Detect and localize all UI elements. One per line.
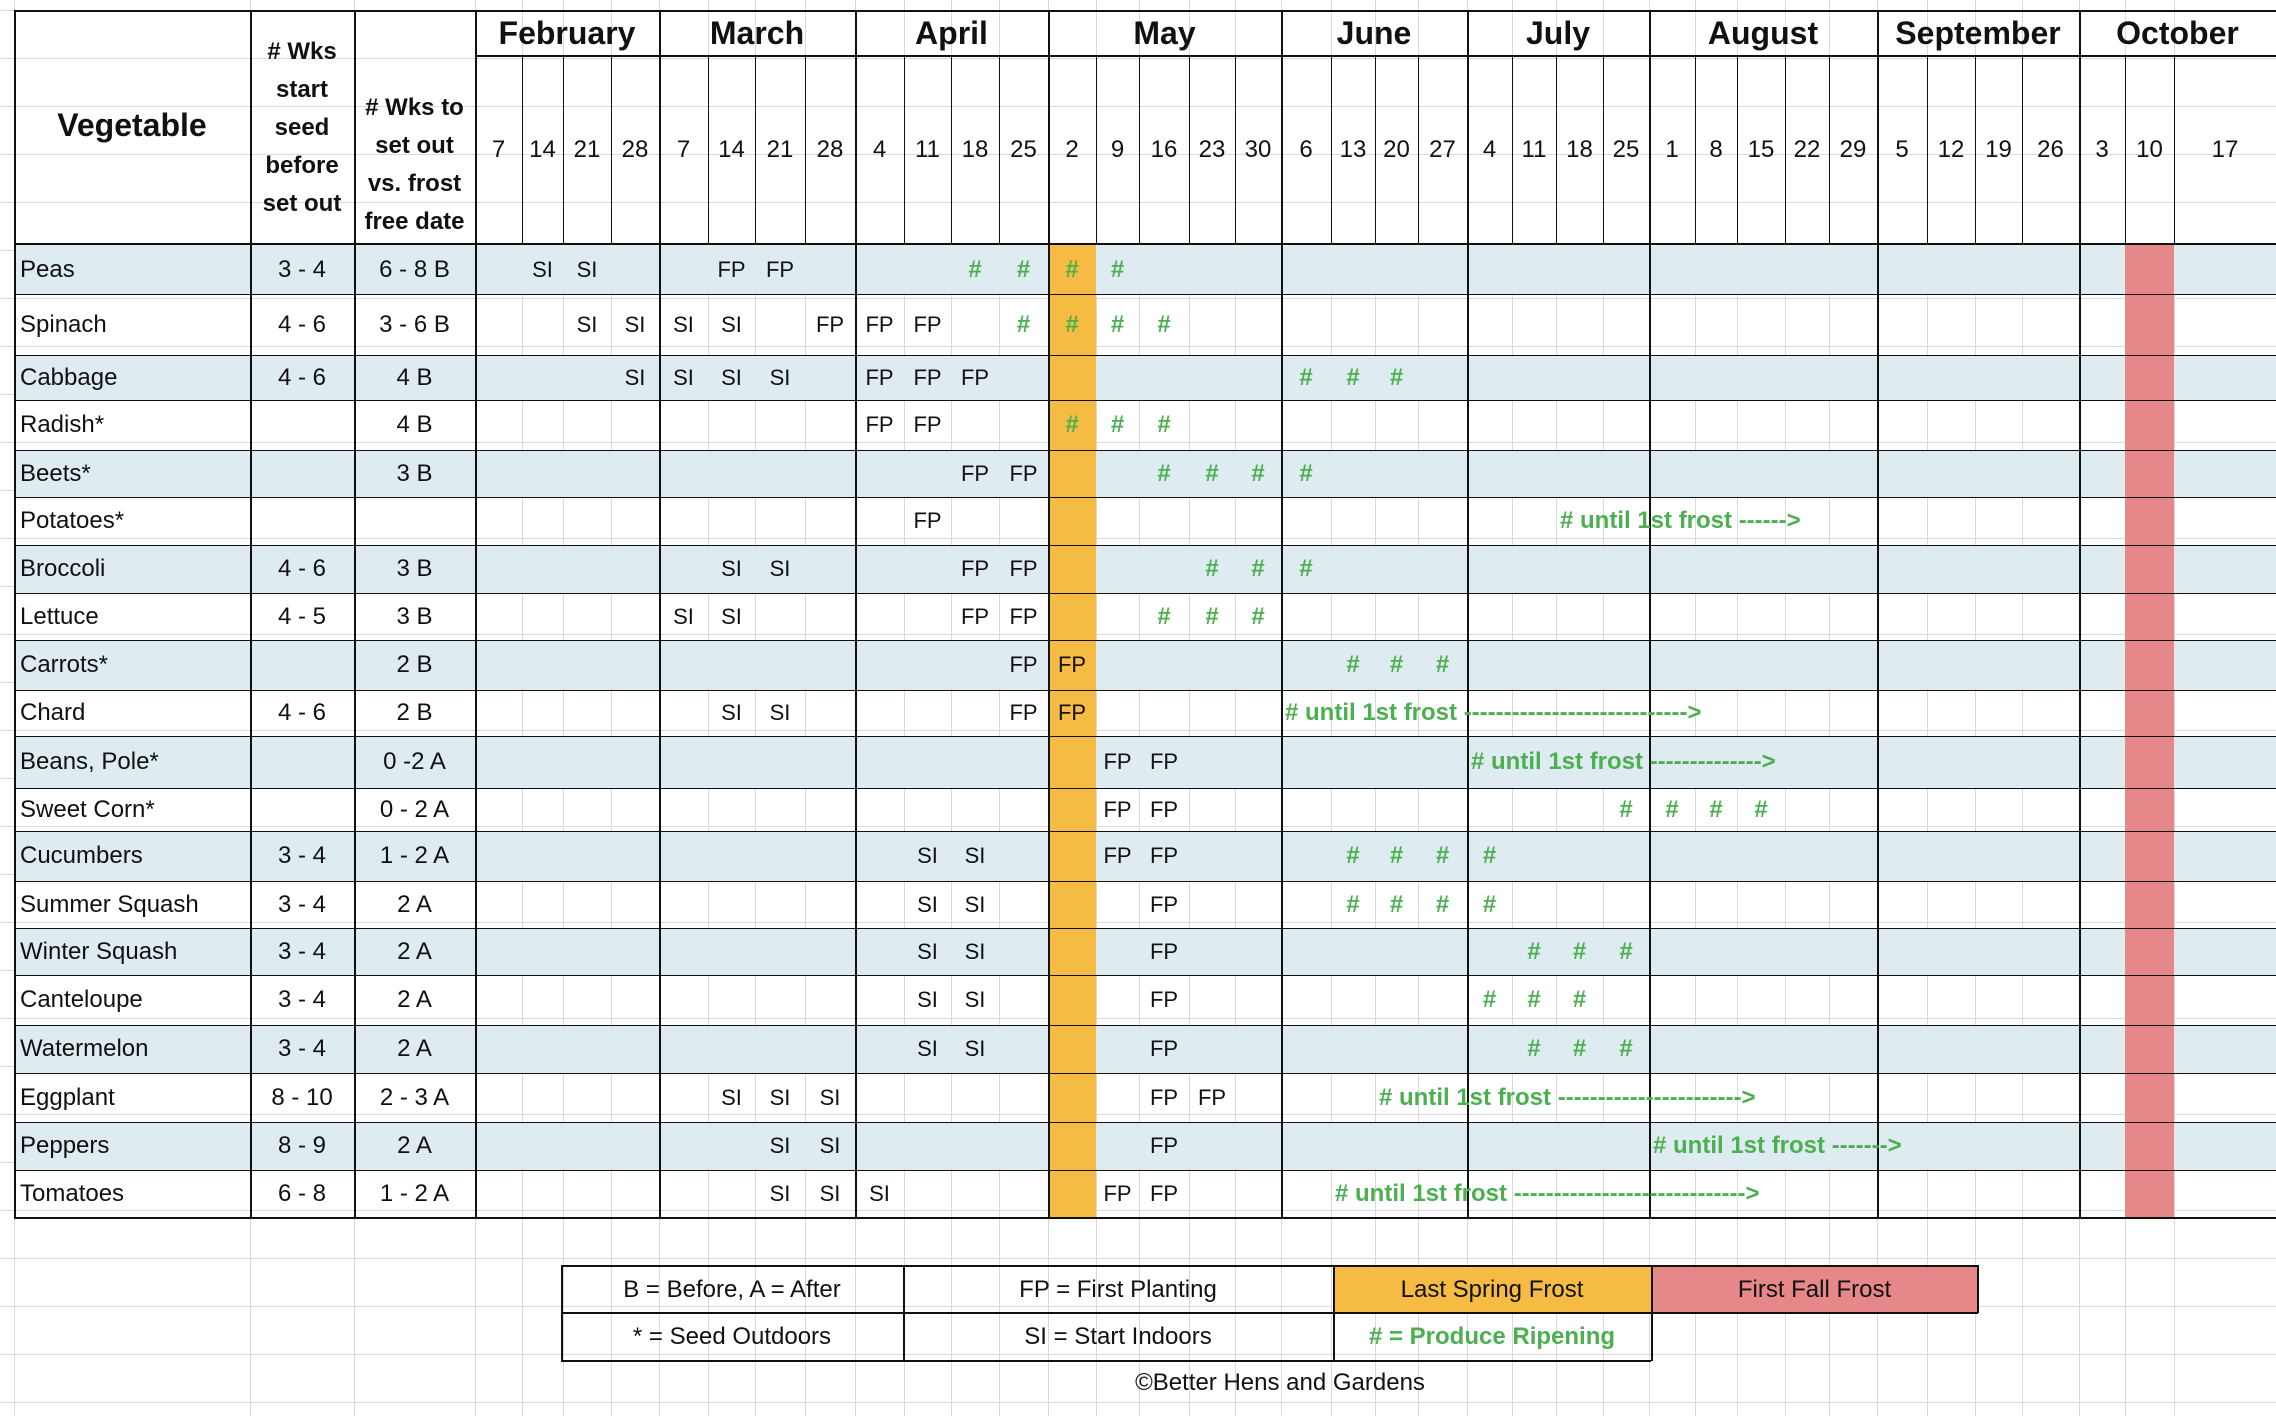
start-indoors-mark: SI (673, 364, 694, 390)
ripening-mark: # (1389, 651, 1404, 678)
month-august: August (1707, 15, 1819, 51)
first-planting-mark: FP (1103, 843, 1132, 868)
first-planting-mark: FP (1009, 603, 1038, 629)
legend-produce-ripening: # = Produce Ripening (1368, 1323, 1616, 1350)
start-indoors-mark: SI (769, 1180, 791, 1206)
week-label: 12 (1937, 135, 1965, 163)
week-label: 29 (1839, 135, 1867, 163)
weeks-start-seed-value: 3 - 4 (277, 986, 327, 1013)
weeks-set-out-value: 2 A (397, 986, 432, 1013)
first-planting-mark: FP (960, 460, 990, 486)
table-row (0, 975, 2276, 1025)
week-label: 28 (816, 135, 844, 163)
start-indoors-mark: SI (532, 256, 553, 282)
header-line: set out (262, 190, 342, 217)
week-label: 10 (2136, 135, 2163, 163)
ripening-until-frost: # until 1st frost -------> (1653, 1132, 1902, 1159)
month-may: May (1133, 15, 1196, 51)
start-indoors-mark: SI (964, 1036, 986, 1061)
first-planting-mark: FP (1057, 700, 1087, 725)
ripening-mark: # (1527, 986, 1541, 1013)
first-planting-mark: FP (1149, 1036, 1179, 1061)
header-line: seed (274, 114, 330, 141)
legend-vline (903, 1265, 905, 1361)
grid-hline (0, 1402, 2276, 1403)
start-indoors-mark: SI (721, 1084, 742, 1110)
legend-before-after: B = Before, A = After (623, 1275, 841, 1303)
ripening-mark: # (1251, 602, 1265, 630)
ripening-mark: # (1346, 363, 1360, 391)
ripening-mark: # (1346, 842, 1360, 869)
start-indoors-mark: SI (819, 1180, 841, 1206)
ripening-mark: # (1389, 890, 1404, 918)
weeks-set-out-value: 1 - 2 A (379, 1179, 450, 1207)
first-planting-mark: FP (913, 311, 942, 337)
week-label: 25 (1612, 135, 1640, 163)
table-row (0, 593, 2276, 640)
weeks-start-seed-value (250, 640, 354, 690)
first-planting-mark: FP (1057, 652, 1087, 677)
first-planting-mark: FP (1149, 1084, 1179, 1110)
week-label: 7 (676, 135, 691, 163)
first-planting-mark: FP (1149, 1133, 1179, 1158)
ripening-until-frost: # until 1st frost -----------------------> (1379, 1083, 1756, 1111)
start-indoors-mark: SI (624, 364, 646, 390)
weeks-start-seed-value: 4 - 5 (277, 602, 327, 630)
week-label: 8 (1709, 135, 1723, 163)
ripening-mark: # (1482, 842, 1497, 869)
first-planting-mark: FP (960, 556, 990, 581)
vegetable-name: Peppers (20, 1132, 110, 1159)
week-label: 11 (915, 135, 940, 163)
vegetable-header: Vegetable (57, 107, 207, 143)
start-indoors-mark: SI (721, 603, 742, 629)
month-april: April (915, 15, 988, 51)
weeks-set-out-value: 3 - 6 B (379, 310, 450, 338)
ripening-mark: # (1754, 795, 1768, 823)
header-line: # Wks to (365, 94, 464, 121)
first-planting-mark: FP (1009, 460, 1038, 486)
ripening-mark: # (1110, 255, 1125, 283)
week-label: 11 (1521, 135, 1547, 163)
ripening-mark: # (1346, 890, 1360, 918)
ripening-mark: # (1299, 459, 1313, 487)
first-planting-mark: FP (1009, 652, 1038, 677)
vegetable-name: Chard (20, 699, 86, 726)
start-indoors-mark: SI (721, 700, 742, 725)
month-march: March (709, 15, 805, 51)
ripening-mark: # (1389, 842, 1404, 869)
ripening-mark: # (1572, 1035, 1587, 1062)
ripening-mark: # (1065, 310, 1079, 338)
weeks-set-out-value: 2 - 3 A (379, 1083, 450, 1111)
first-planting-mark: FP (865, 364, 894, 390)
ripening-mark: # (1619, 937, 1633, 965)
first-planting-mark: FP (865, 311, 894, 337)
first-planting-mark: FP (913, 412, 942, 437)
start-indoors-mark: SI (869, 1180, 890, 1206)
vegetable-name: Tomatoes (20, 1179, 125, 1207)
ripening-mark: # (1016, 255, 1031, 283)
weeks-start-seed-value: 3 - 4 (277, 842, 327, 869)
start-indoors-mark: SI (964, 987, 986, 1012)
weeks-set-out-value: 6 - 8 B (379, 255, 450, 283)
first-planting-mark: FP (865, 412, 894, 437)
weeks-start-seed-value (250, 736, 354, 788)
first-planting-mark: FP (1149, 749, 1179, 774)
weeks-start-seed-value: 3 - 4 (277, 890, 327, 918)
week-label: 7 (491, 135, 506, 163)
legend-vline (1651, 1265, 1653, 1361)
legend-vline (561, 1265, 563, 1361)
legend-hline (561, 1265, 1978, 1267)
table-row (0, 928, 2276, 975)
table-row (0, 497, 2276, 545)
start-indoors-mark: SI (964, 843, 986, 868)
first-planting-mark: FP (765, 256, 795, 282)
table-row (0, 355, 2276, 400)
ripening-mark: # (1299, 555, 1313, 582)
start-indoors-mark: SI (964, 891, 986, 917)
week-label: 5 (1895, 135, 1909, 163)
week-label: 30 (1244, 135, 1272, 163)
week-label: 6 (1299, 135, 1313, 163)
header-line: vs. frost (367, 170, 462, 197)
week-label: 14 (529, 135, 556, 163)
ripening-mark: # (1435, 651, 1450, 678)
legend-seed-outdoors: * = Seed Outdoors (632, 1323, 832, 1350)
start-indoors-mark: SI (576, 311, 598, 337)
month-september: September (1895, 15, 2061, 51)
week-label: 1 (1665, 135, 1679, 163)
header-line: free date (364, 208, 465, 235)
week-label: 9 (1110, 135, 1125, 163)
weeks-set-out-value: 3 B (396, 555, 433, 582)
vegetable-name: Radish* (20, 411, 105, 438)
vegetable-name: Beets* (20, 459, 91, 487)
start-indoors-mark: SI (917, 938, 938, 964)
ripening-mark: # (1251, 459, 1265, 487)
week-label: 20 (1383, 135, 1410, 163)
ripening-mark: # (1157, 310, 1171, 338)
table-row (0, 690, 2276, 736)
header-line: # Wks (267, 38, 337, 65)
ripening-mark: # (1527, 937, 1541, 965)
start-indoors-mark: SI (917, 987, 938, 1012)
week-label: 21 (573, 135, 601, 163)
start-indoors-mark: SI (673, 311, 694, 337)
weeks-start-seed-value: 6 - 8 (277, 1179, 327, 1207)
vegetable-name: Summer Squash (20, 890, 199, 918)
weeks-set-out-value: 2 B (396, 699, 433, 726)
ripening-mark: # (1251, 555, 1265, 582)
ripening-mark: # (1619, 795, 1633, 823)
start-indoors-mark: SI (917, 843, 938, 868)
ripening-mark: # (1065, 411, 1079, 438)
table-row (0, 881, 2276, 928)
vegetable-name: Canteloupe (20, 986, 143, 1013)
start-indoors-mark: SI (964, 938, 986, 964)
week-label: 16 (1150, 135, 1178, 163)
vegetable-name: Cucumbers (20, 842, 143, 869)
ripening-until-frost: # until 1st frost ------> (1560, 507, 1801, 534)
table-row (0, 788, 2276, 831)
first-planting-mark: FP (960, 603, 990, 629)
ripening-mark: # (1299, 363, 1313, 391)
ripening-mark: # (1482, 890, 1497, 918)
week-label: 25 (1010, 135, 1037, 163)
ripening-until-frost: # until 1st frost -----------------------------> (1335, 1179, 1760, 1207)
grid-hline (0, 1258, 2276, 1259)
first-planting-mark: FP (1009, 700, 1038, 725)
vegetable-name: Broccoli (20, 555, 106, 582)
ripening-mark: # (1346, 651, 1360, 678)
vegetable-name: Sweet Corn* (20, 795, 155, 823)
table-row (0, 1025, 2276, 1073)
weeks-start-seed-value (250, 400, 354, 450)
vegetable-name: Potatoes* (20, 507, 125, 534)
first-planting-mark: FP (1149, 796, 1179, 822)
table-row (0, 450, 2276, 497)
first-planting-mark: FP (913, 364, 942, 390)
first-planting-mark: FP (1149, 891, 1179, 917)
table-row (0, 831, 2276, 881)
copyright: ©Better Hens and Gardens (1135, 1369, 1425, 1396)
start-indoors-mark: SI (624, 311, 646, 337)
week-label: 22 (1793, 135, 1821, 163)
legend-hline (561, 1360, 1651, 1362)
table-row (0, 245, 2276, 294)
start-indoors-mark: SI (673, 603, 694, 629)
legend-start-indoors: SI = Start Indoors (1024, 1323, 1212, 1350)
weeks-start-seed-value: 3 - 4 (277, 937, 327, 965)
week-label: 18 (961, 135, 989, 163)
table-row (0, 736, 2276, 788)
start-indoors-mark: SI (576, 256, 598, 282)
weeks-start-seed-value: 3 - 4 (277, 255, 327, 283)
ripening-mark: # (1389, 363, 1404, 391)
week-label: 14 (718, 135, 745, 163)
table-row (0, 1170, 2276, 1217)
first-planting-mark: FP (913, 508, 942, 533)
ripening-mark: # (1435, 842, 1450, 869)
table-row (0, 294, 2276, 355)
first-planting-mark: FP (815, 311, 845, 337)
weeks-set-out-value: 2 A (397, 890, 432, 918)
week-label: 18 (1566, 135, 1593, 163)
week-label: 15 (1747, 135, 1775, 163)
week-label: 26 (2037, 135, 2064, 163)
weeks-set-out-value (354, 497, 475, 545)
first-planting-mark: FP (1197, 1084, 1227, 1110)
weeks-set-out-value: 3 B (396, 459, 433, 487)
table-row (0, 400, 2276, 450)
vegetable-name: Eggplant (20, 1083, 115, 1111)
week-label: 3 (2095, 135, 2109, 163)
legend-vline (1333, 1265, 1335, 1361)
table-row (0, 1073, 2276, 1122)
vegetable-name: Carrots* (20, 651, 109, 678)
week-label: 19 (1985, 135, 2012, 163)
weeks-set-out-value: 4 B (396, 363, 433, 391)
header-line: start (275, 76, 329, 103)
ripening-mark: # (1665, 795, 1679, 823)
weeks-start-seed-value (250, 450, 354, 497)
week-label: 21 (766, 135, 794, 163)
week-label: 28 (621, 135, 649, 163)
start-indoors-mark: SI (819, 1084, 841, 1110)
start-indoors-mark: SI (721, 556, 742, 581)
vegetable-name: Watermelon (20, 1035, 149, 1062)
first-planting-mark: FP (1103, 749, 1132, 774)
weeks-start-seed-value: 3 - 4 (277, 1035, 327, 1062)
week-label: 17 (2211, 135, 2239, 163)
ripening-mark: # (1110, 310, 1125, 338)
border-hline (14, 1217, 2276, 1219)
month-june: June (1336, 15, 1412, 51)
weeks-start-seed-value (250, 788, 354, 831)
first-planting-mark: FP (717, 256, 746, 282)
first-planting-mark: FP (1103, 1180, 1132, 1206)
start-indoors-mark: SI (721, 311, 742, 337)
start-indoors-mark: SI (721, 364, 742, 390)
ripening-until-frost: # until 1st frost --------------> (1471, 748, 1776, 775)
legend-first-fall-frost: First Fall Frost (1651, 1266, 1978, 1313)
ripening-mark: # (1157, 602, 1171, 630)
first-planting-mark: FP (1103, 796, 1132, 822)
ripening-mark: # (1572, 937, 1587, 965)
weeks-start-seed-value: 8 - 9 (277, 1132, 327, 1159)
legend-hline (561, 1312, 1978, 1314)
month-february: February (498, 15, 636, 51)
start-indoors-mark: SI (769, 1084, 791, 1110)
ripening-mark: # (1110, 411, 1125, 438)
first-planting-mark: FP (1149, 938, 1179, 964)
vegetable-name: Beans, Pole* (20, 748, 159, 775)
ripening-mark: # (1157, 459, 1171, 487)
legend-last-spring-frost: Last Spring Frost (1333, 1266, 1651, 1313)
weeks-start-seed-value: 4 - 6 (277, 363, 327, 391)
start-indoors-mark: SI (917, 891, 938, 917)
week-label: 13 (1339, 135, 1367, 163)
ripening-mark: # (1016, 310, 1031, 338)
vegetable-name: Winter Squash (20, 937, 178, 965)
table-row (0, 640, 2276, 690)
header-line: set out (375, 132, 454, 159)
ripening-mark: # (1065, 255, 1079, 283)
weeks-set-out-value: 2 A (397, 937, 432, 965)
weeks-start-seed-value: 4 - 6 (277, 310, 327, 338)
legend-first-planting: FP = First Planting (1019, 1275, 1217, 1303)
start-indoors-mark: SI (917, 1036, 938, 1061)
vegetable-name: Cabbage (20, 363, 118, 391)
weeks-set-out-value: 3 B (396, 602, 433, 630)
weeks-set-out-value: 4 B (396, 411, 433, 438)
ripening-mark: # (1482, 986, 1497, 1013)
vegetable-name: Peas (20, 255, 75, 283)
first-planting-mark: FP (1149, 843, 1179, 868)
week-label: 2 (1065, 135, 1079, 163)
week-label: 4 (1482, 135, 1497, 163)
ripening-until-frost: # until 1st frost ----------------------------> (1285, 699, 1702, 726)
week-label: 4 (872, 135, 887, 163)
vegetable-name: Spinach (20, 310, 107, 338)
vegetable-name: Lettuce (20, 602, 99, 630)
header-line: before (265, 152, 339, 179)
weeks-set-out-value: 2 A (397, 1132, 432, 1159)
ripening-mark: # (1157, 411, 1171, 438)
table-row (0, 545, 2276, 593)
first-planting-mark: FP (1009, 556, 1038, 581)
legend-vline (1977, 1265, 1979, 1313)
table-row (0, 1122, 2276, 1170)
ripening-mark: # (1435, 890, 1450, 918)
ripening-mark: # (1205, 555, 1219, 582)
start-indoors-mark: SI (769, 1133, 791, 1158)
ripening-mark: # (1619, 1035, 1633, 1062)
first-planting-mark: FP (960, 364, 990, 390)
start-indoors-mark: SI (769, 364, 791, 390)
weeks-start-seed-value (250, 497, 354, 545)
weeks-set-out-value: 2 B (396, 651, 433, 678)
first-planting-mark: FP (1149, 987, 1179, 1012)
month-october: October (2116, 15, 2239, 51)
ripening-mark: # (1572, 986, 1587, 1013)
ripening-mark: # (1527, 1035, 1541, 1062)
month-july: July (1525, 15, 1591, 51)
week-label: 27 (1429, 135, 1456, 163)
start-indoors-mark: SI (769, 556, 791, 581)
start-indoors-mark: SI (819, 1133, 841, 1158)
weeks-set-out-value: 0 - 2 A (379, 795, 450, 823)
week-label: 23 (1198, 135, 1226, 163)
ripening-mark: # (1205, 602, 1219, 630)
weeks-start-seed-value: 8 - 10 (271, 1083, 333, 1111)
weeks-start-seed-value: 4 - 6 (277, 555, 327, 582)
start-indoors-mark: SI (769, 700, 791, 725)
ripening-mark: # (1205, 459, 1219, 487)
ripening-mark: # (968, 255, 982, 283)
weeks-set-out-value: 2 A (397, 1035, 432, 1062)
weeks-set-out-value: 1 - 2 A (379, 842, 450, 869)
weeks-start-seed-value: 4 - 6 (277, 699, 327, 726)
first-planting-mark: FP (1149, 1180, 1179, 1206)
ripening-mark: # (1709, 795, 1723, 823)
weeks-set-out-value: 0 -2 A (383, 748, 446, 775)
